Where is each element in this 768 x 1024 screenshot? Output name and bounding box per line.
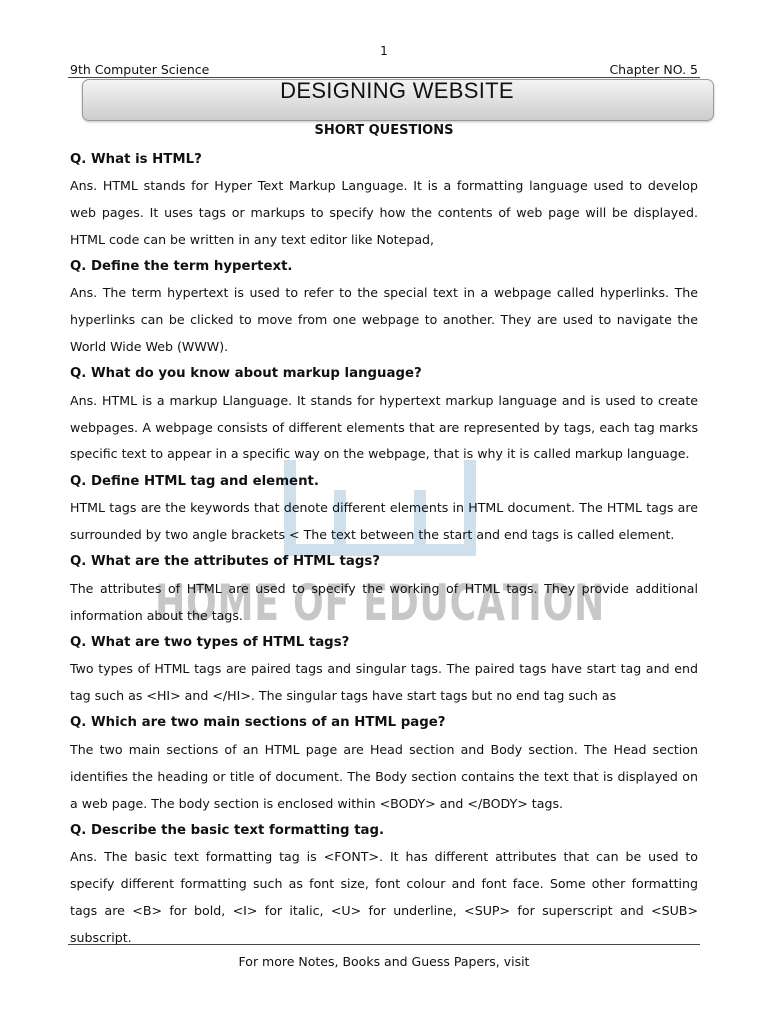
qa-item — [70, 468, 698, 549]
qa-item — [70, 629, 698, 710]
question-heading: Q. What are the attributes of HTML tags? — [70, 554, 380, 570]
question-heading: Q. What do you know about markup language? — [70, 366, 422, 382]
answer-text: Ans. HTML stands for Hyper Text Markup Language. It is a formatting language used to develop web pages. It uses tags or markups to specify how the contents of web page will be displayed. HTML code can be written in any text editor like Notepad, — [70, 178, 698, 247]
qa-item — [70, 146, 698, 253]
chapter-label: Chapter NO. 5 — [609, 62, 698, 77]
question-heading: Q. What is HTML? — [70, 151, 202, 167]
answer-text: The attributes of HTML are used to specify the working of HTML tags. They provide additional information about the tags. — [70, 580, 698, 623]
qa-item — [70, 361, 698, 468]
answer-text: HTML tags are the keywords that denote different elements in HTML document. The HTML tags are surrounded by two angle brackets < The text between the start and end tags is called element. — [70, 500, 698, 542]
qa-item — [70, 549, 698, 630]
answer-text: The two main sections of an HTML page are Head section and Body section. The Head section identifies the heading or title of document. The Body section contains the text that is displayed on a web page. The body section is enclosed within <BODY> and </BODY> tags. — [70, 741, 698, 811]
answer-text: Ans. The basic text formatting tag is <FONT>. It has different attributes that can be used to specify different formatting such as font size, font colour and font face. Some other formatting tags are <B> for bold, <I> for italic, <U> for underline, <SUP> for superscript and <SUB> subscript. — [70, 849, 698, 945]
questions-list — [70, 146, 698, 952]
course-label: 9th Computer Science — [70, 62, 210, 77]
footer-text: For more Notes, Books and Guess Papers, visit — [238, 954, 530, 969]
page-title: DESIGNING WEBSITE — [280, 78, 514, 103]
answer-text: Ans. HTML is a markup Llanguage. It stands for hypertext markup language and is used to create webpages. A webpage consists of different elements that are represented by tags, each tag marks specific text to appear in a specific way on the webpage, that is why it is called markup language. — [70, 392, 698, 462]
question-heading: Q. Which are two main sections of an HTML page? — [70, 715, 446, 731]
answer-text: Ans. The term hypertext is used to refer to the special text in a webpage called hyperlinks. The hyperlinks can be clicked to move from one webpage to another. They are used to navigate the World Wide Web (WWW). — [70, 285, 698, 354]
page-number: 1 — [380, 44, 388, 58]
watermark-text: HOME OF EDUCATION — [155, 574, 605, 632]
question-heading: Q. What are two types of HTML tags? — [70, 634, 350, 650]
qa-item — [70, 253, 698, 360]
answer-text: Two types of HTML tags are paired tags and singular tags. The paired tags have start tag and end tag such as <HI> and </HI>. The singular tags have start tags but no end tag such as — [70, 661, 698, 704]
qa-item — [70, 817, 698, 951]
question-heading: Q. Define the term hypertext. — [70, 258, 293, 274]
question-heading: Q. Define HTML tag and element. — [70, 473, 319, 489]
qa-item — [70, 710, 698, 817]
section-heading: SHORT QUESTIONS — [314, 123, 454, 138]
question-heading: Q. Describe the basic text formatting tag. — [70, 822, 385, 838]
